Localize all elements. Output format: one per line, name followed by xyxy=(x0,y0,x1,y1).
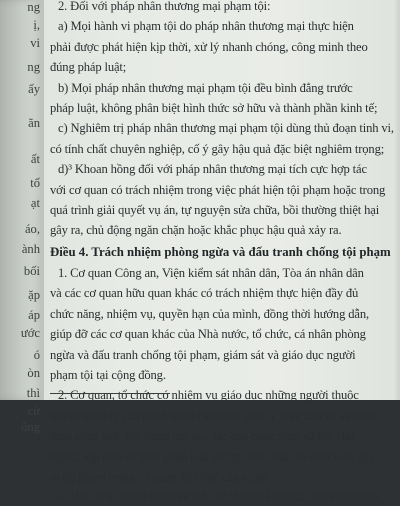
facing-page-fragment: tố xyxy=(30,176,40,190)
text-line: 1. Cơ quan Công an, Viện kiểm sát nhân dân, Tòa án nhân dân xyxy=(58,265,364,280)
facing-page-fragment: òn xyxy=(27,366,40,380)
text-line: giúp đỡ các cơ quan khác của Nhà nước, tổ chức, cá nhân phòng xyxy=(50,327,366,342)
text-line: pháp luật, không phân biệt hình thức sở hữu và thành phần kinh tế; xyxy=(50,101,378,116)
text-line: 2. Đối với pháp nhân thương mại phạm tội: xyxy=(58,0,271,13)
text-line: theo pháp luật, tôn trọng các quy tắc của cuộc sống xã hội chủ xyxy=(50,429,355,444)
facing-page-fragment: ng xyxy=(27,60,40,74)
facing-page-fragment: ành xyxy=(21,242,40,256)
text-line: quyền quản lý của mình nâng cao cảnh giác, ý thức bảo vệ và tuân xyxy=(50,408,375,423)
text-line: phạm tội tại cộng đồng. xyxy=(50,367,166,382)
article-heading: Điều 4. Trách nhiệm phòng ngừa và đấu tranh chống tội phạm xyxy=(50,244,391,259)
facing-page-fragment: ị, xyxy=(33,18,40,32)
facing-page-fragment: ông xyxy=(21,420,40,434)
facing-page-fragment: ặp xyxy=(28,288,40,302)
footnote-rule xyxy=(50,393,170,394)
facing-page-fragment: ng xyxy=(27,0,40,14)
text-line: c) Nghiêm trị pháp nhân thương mại phạm tội dùng thủ đoạn tinh vi, xyxy=(58,121,394,136)
facing-page-fragment: ất xyxy=(30,152,40,166)
text-line: đúng pháp luật; xyxy=(50,60,127,75)
facing-page-fragment: bối xyxy=(23,264,40,278)
text-line: với cơ quan có trách nhiệm trong việc phát hiện tội phạm hoặc trong xyxy=(50,182,386,197)
text-line: quá trình giải quyết vụ án, tự nguyện sửa chữa, bồi thường thiệt hại xyxy=(50,203,380,218)
facing-page-fragment: ãn xyxy=(28,116,40,130)
facing-page-fragment: áp xyxy=(28,308,40,322)
facing-page-fragment: ấy xyxy=(28,82,40,96)
page-text xyxy=(50,0,395,506)
text-line: d)³ Khoan hồng đối với pháp nhân thương mại tích cực hợp tác xyxy=(58,162,367,177)
facing-page-fragment: cứ xyxy=(27,404,40,418)
text-line: 3. Mọi công dân có nghĩa vụ tích cực tham gia phòng, chống tội phạm. xyxy=(58,490,381,503)
text-line: gây ra, chủ động ngăn chặn hoặc khắc phục hậu quả xảy ra. xyxy=(50,223,342,238)
text-line: b) Mọi pháp nhân thương mại phạm tội đều bình đẳng trước xyxy=(58,80,353,95)
facing-page-fragment: thì xyxy=(26,386,40,400)
facing-page-fragment: vi xyxy=(30,36,40,50)
text-line: và các cơ quan hữu quan khác có trách nhiệm thực hiện đầy đủ xyxy=(50,286,359,301)
text-line: chức năng, nhiệm vụ, quyền hạn của mình, đồng thời hướng dẫn, xyxy=(50,306,369,321)
text-line: phải được phát hiện kịp thời, xử lý nhanh chóng, công minh theo xyxy=(50,39,368,54)
text-line: có tính chất chuyên nghiệp, cố ý gây hậu quả đặc biệt nghiêm trọng; xyxy=(50,141,385,156)
text-line: 2. Cơ quan, tổ chức có nhiệm vụ giáo dục những người thuộc xyxy=(58,388,359,403)
facing-page-fragment: ước xyxy=(20,326,40,340)
facing-page-edge xyxy=(0,0,44,434)
text-line: nghĩa; kịp thời có biện pháp loại trừ nguyên nhân và điều kiện gây xyxy=(50,449,375,464)
facing-page-fragment: ó xyxy=(33,348,40,362)
text-line: a) Mọi hành vi phạm tội do pháp nhân thương mại thực hiện xyxy=(58,19,354,34)
text-line: ra tội phạm trong cơ quan, tổ chức của mình. xyxy=(50,469,270,484)
facing-page-fragment: ạt xyxy=(30,196,40,210)
facing-page-fragment: áo, xyxy=(24,222,40,236)
text-line: ngừa và đấu tranh chống tội phạm, giám sát và giáo dục người xyxy=(50,347,356,362)
page-fold-shadow xyxy=(394,0,400,400)
